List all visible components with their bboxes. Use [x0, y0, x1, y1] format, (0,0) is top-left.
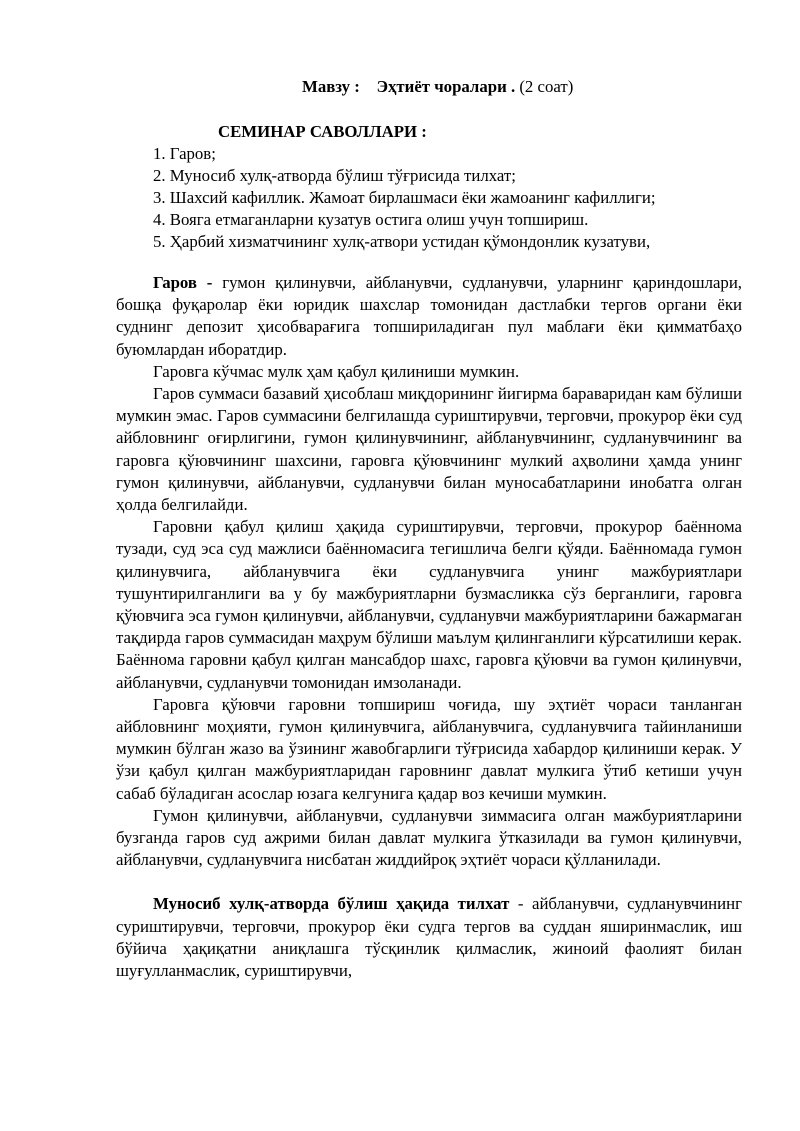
topic-title: Эҳтиёт чоралари . [376, 77, 516, 96]
question-item: 5. Ҳарбий хизматчининг хулқ-атвори устидан қўмондонлик кузатуви, [153, 232, 651, 251]
paragraph [116, 805, 742, 872]
topic-line [302, 76, 573, 98]
term-tilkhat: Муносиб хулқ-атворда бўлиш ҳақида тилхат [153, 894, 510, 914]
paragraph-text: - айбланувчи, судланувчининг суриштирувчи, терговчи, прокурор ёки судга тергов ва суддан яширинмаслик, иш бўйича ҳақиқатни аниқлашга тўсқинлик қилмаслик, жиноий фаолият билан шуғулланмаслик, суриштирувчи, [116, 894, 743, 981]
paragraph [116, 516, 742, 694]
seminar-questions-list [153, 143, 656, 253]
question-item: 1. Гаров; [153, 144, 216, 163]
topic-duration: (2 соат) [519, 77, 574, 96]
seminar-heading: СЕМИНАР САВОЛЛАРИ : [218, 122, 427, 141]
paragraph-text: Гаровга қўювчи гаровни топшириш чоғида, шу эҳтиёт чораси танланган айбловнинг моҳияти, гумон қилинувчига, айбланувчига, судланувчига тайинланиши мумкин бўлган жазо ва ўзининг жавобгарлиги тўғрисида хабардор қилиниши керак. У ўзи қабул қилган мажбуриятларидан гаровнинг давлат мулкига ўтиб кетиши учун сабаб бўладиган асослар юзага келгунига қадар воз кечиши мумкин. [116, 694, 742, 803]
question-item: 3. Шахсий кафиллик. Жамоат бирлашмаси ёки жамоанинг кафиллиги; [153, 188, 656, 207]
paragraph-text: Гумон қилинувчи, айбланувчи, судланувчи зиммасига олган мажбуриятларини бузганда гаров суд ажрими билан давлат мулкига ўтказилади ва гумон қилинувчи, айбланувчи, судланувчига нисбатан жиддийроқ эҳтиёт чораси қўлланилади. [116, 805, 742, 870]
paragraph [116, 383, 742, 516]
term-garov: Гаров - [153, 273, 213, 292]
question-item: 2. Муносиб хулқ-атворда бўлиш тўғрисида тилхат; [153, 166, 516, 185]
topic-label: Мавзу : [302, 77, 360, 96]
paragraph-tilkhat [116, 893, 742, 982]
paragraph-text: Гаровни қабул қилиш ҳақида суриштирувчи, терговчи, прокурор баённома тузади, суд эса суд мажлиси баённомасига тегишлича белги қўяди. Баённомада гумон қилинувчига, айбланувчига ёки судланувчига унинг мажбуриятлари тушунтирилганлиги ва у бу мажбуриятларни бузмасликка сўз берганлиги, гаровга қўювчига эса гумон қилинувчи, айбланувчи, судланувчи мажбуриятларини бажармаган тақдирда гаров суммасидан маҳрум бўлиши маълум қилинганлиги кўрсатилиши керак. Баённома гаровни қабул қилган мансабдор шахс, гаровга қўювчи ва гумон қилинувчи, айбланувчи, судланувчи томонидан имзоланади. [116, 517, 742, 692]
paragraph-text: Гаровга кўчмас мулк ҳам қабул қилиниши мумкин. [153, 361, 520, 381]
paragraph [116, 694, 742, 805]
body-text [116, 272, 742, 982]
paragraph-text: гумон қилинувчи, айбланувчи, судланувчи, уларнинг қариндошлари, бошқа фуқаролар ёки юридик шахслар томонидан дастлабки тергов органи ёки суднинг депозит ҳисобварағига топшириладиган пул маблағи ёки қимматбаҳо буюмлардан иборатдир. [116, 273, 742, 359]
paragraph-garov [116, 272, 742, 361]
paragraph-text: Гаров суммаси базавий ҳисоблаш миқдорининг йигирма бараваридан кам бўлиши мумкин эмас. Гаров суммасини белгилашда суриштирувчи, терговчи, прокурор ёки суд айбловнинг оғирлигини, гумон қилинувчининг, айбланувчининг, судланувчининг ва гаровга қўювчининг шахсини, гаровга қўювчининг мулкий аҳволини ҳамда унинг гумон қилинувчи, айбланувчи, судланувчи билан муносабатларини инобатга олган ҳолда белгилайди. [116, 384, 742, 515]
question-item: 4. Вояга етмаганларни кузатув остига олиш учун топшириш. [153, 210, 589, 229]
paragraph [116, 361, 742, 383]
